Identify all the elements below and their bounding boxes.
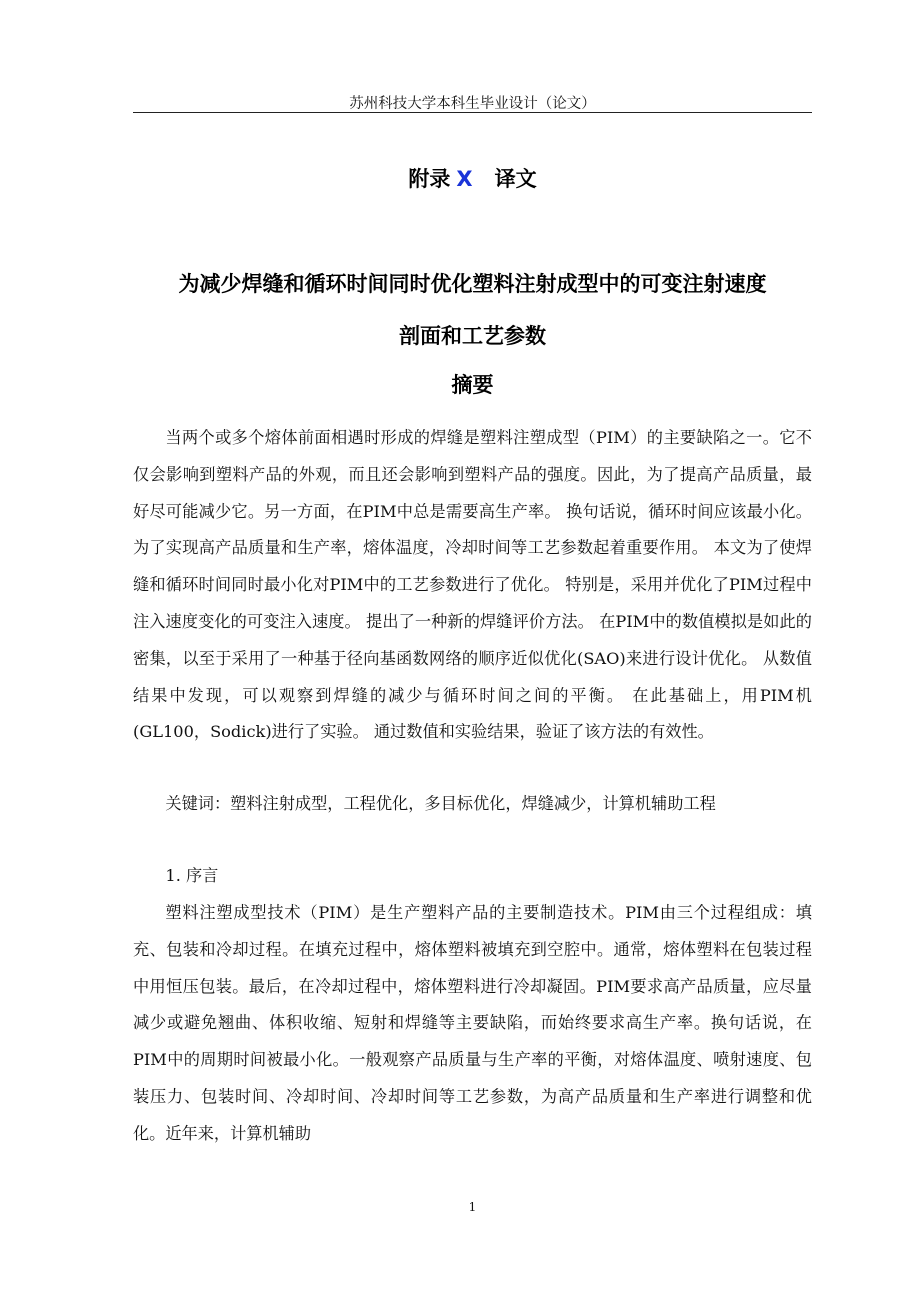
header-rule bbox=[133, 112, 812, 113]
introduction-body: 塑料注塑成型技术（PIM）是生产塑料产品的主要制造技术。PIM由三个过程组成：填充、包装和冷却过程。在填充过程中，熔体塑料被填充到空腔中。通常，熔体塑料在包装过程中用恒压包装。最后，在冷却过程中，熔体塑料进行冷却凝固。PIM要求高产品质量，应尽量减少或避免翘曲、体积收缩、短射和焊缝等主要缺陷，而始终要求高生产率。换句话说，在PIM中的周期时间被最小化。一般观察产品质量与生产率的平衡，对熔体温度、喷射速度、包装压力、包装时间、冷却时间、冷却时间等工艺参数，为高产品质量和生产率进行调整和优化。近年来，计算机辅助 bbox=[133, 903, 812, 1143]
page-number: 1 bbox=[468, 1200, 477, 1214]
abstract-body: 当两个或多个熔体前面相遇时形成的焊缝是塑料注塑成型（PIM）的主要缺陷之一。它不仅会影响到塑料产品的外观，而且还会影响到塑料产品的强度。因此，为了提高产品质量，最好尽可能减少它。另一方面，在PIM中总是需要高生产率。 换句话说，循环时间应该最小化。为了实现高产品质量和生产率，熔体温度，冷却时间等工艺参数起着重要作用。 本文为了使焊缝和循环时间同时最小化对PIM中的工艺参数进行了优化。 特别是，采用并优化了PIM过程中注入速度变化的可变注入速度。 提出了一种新的焊缝评价方法。 在PIM中的数值模拟是如此的密集，以至于采用了一种基于径向基函数网络的顺序近似优化(SAO)来进行设计优化。 从数值结果中发现，可以观察到焊缝的减少与循环时间之间的平衡。 在此基础上，用PIM机(GL100，Sodick)进行了实验。 通过数值和实验结果，验证了该方法的有效性。 bbox=[133, 428, 812, 742]
paper-title bbox=[133, 258, 812, 362]
paper-title-line-2: 剖面和工艺参数 bbox=[399, 324, 546, 348]
paper-title-line-1: 为减少焊缝和循环时间同时优化塑料注射成型中的可变注射速度 bbox=[178, 272, 767, 296]
appendix-prefix: 附录 bbox=[408, 167, 451, 191]
running-header: 苏州科技大学本科生毕业设计（论文） bbox=[349, 96, 596, 112]
appendix-label: 译文 bbox=[494, 167, 537, 191]
appendix-mark: X bbox=[456, 167, 473, 191]
abstract-heading: 摘要 bbox=[451, 373, 494, 397]
appendix-title bbox=[133, 163, 812, 193]
section-heading-introduction: 1. 序言 bbox=[165, 866, 219, 885]
keywords: 关键词：塑料注射成型，工程优化，多目标优化，焊缝减少，计算机辅助工程 bbox=[165, 794, 716, 813]
